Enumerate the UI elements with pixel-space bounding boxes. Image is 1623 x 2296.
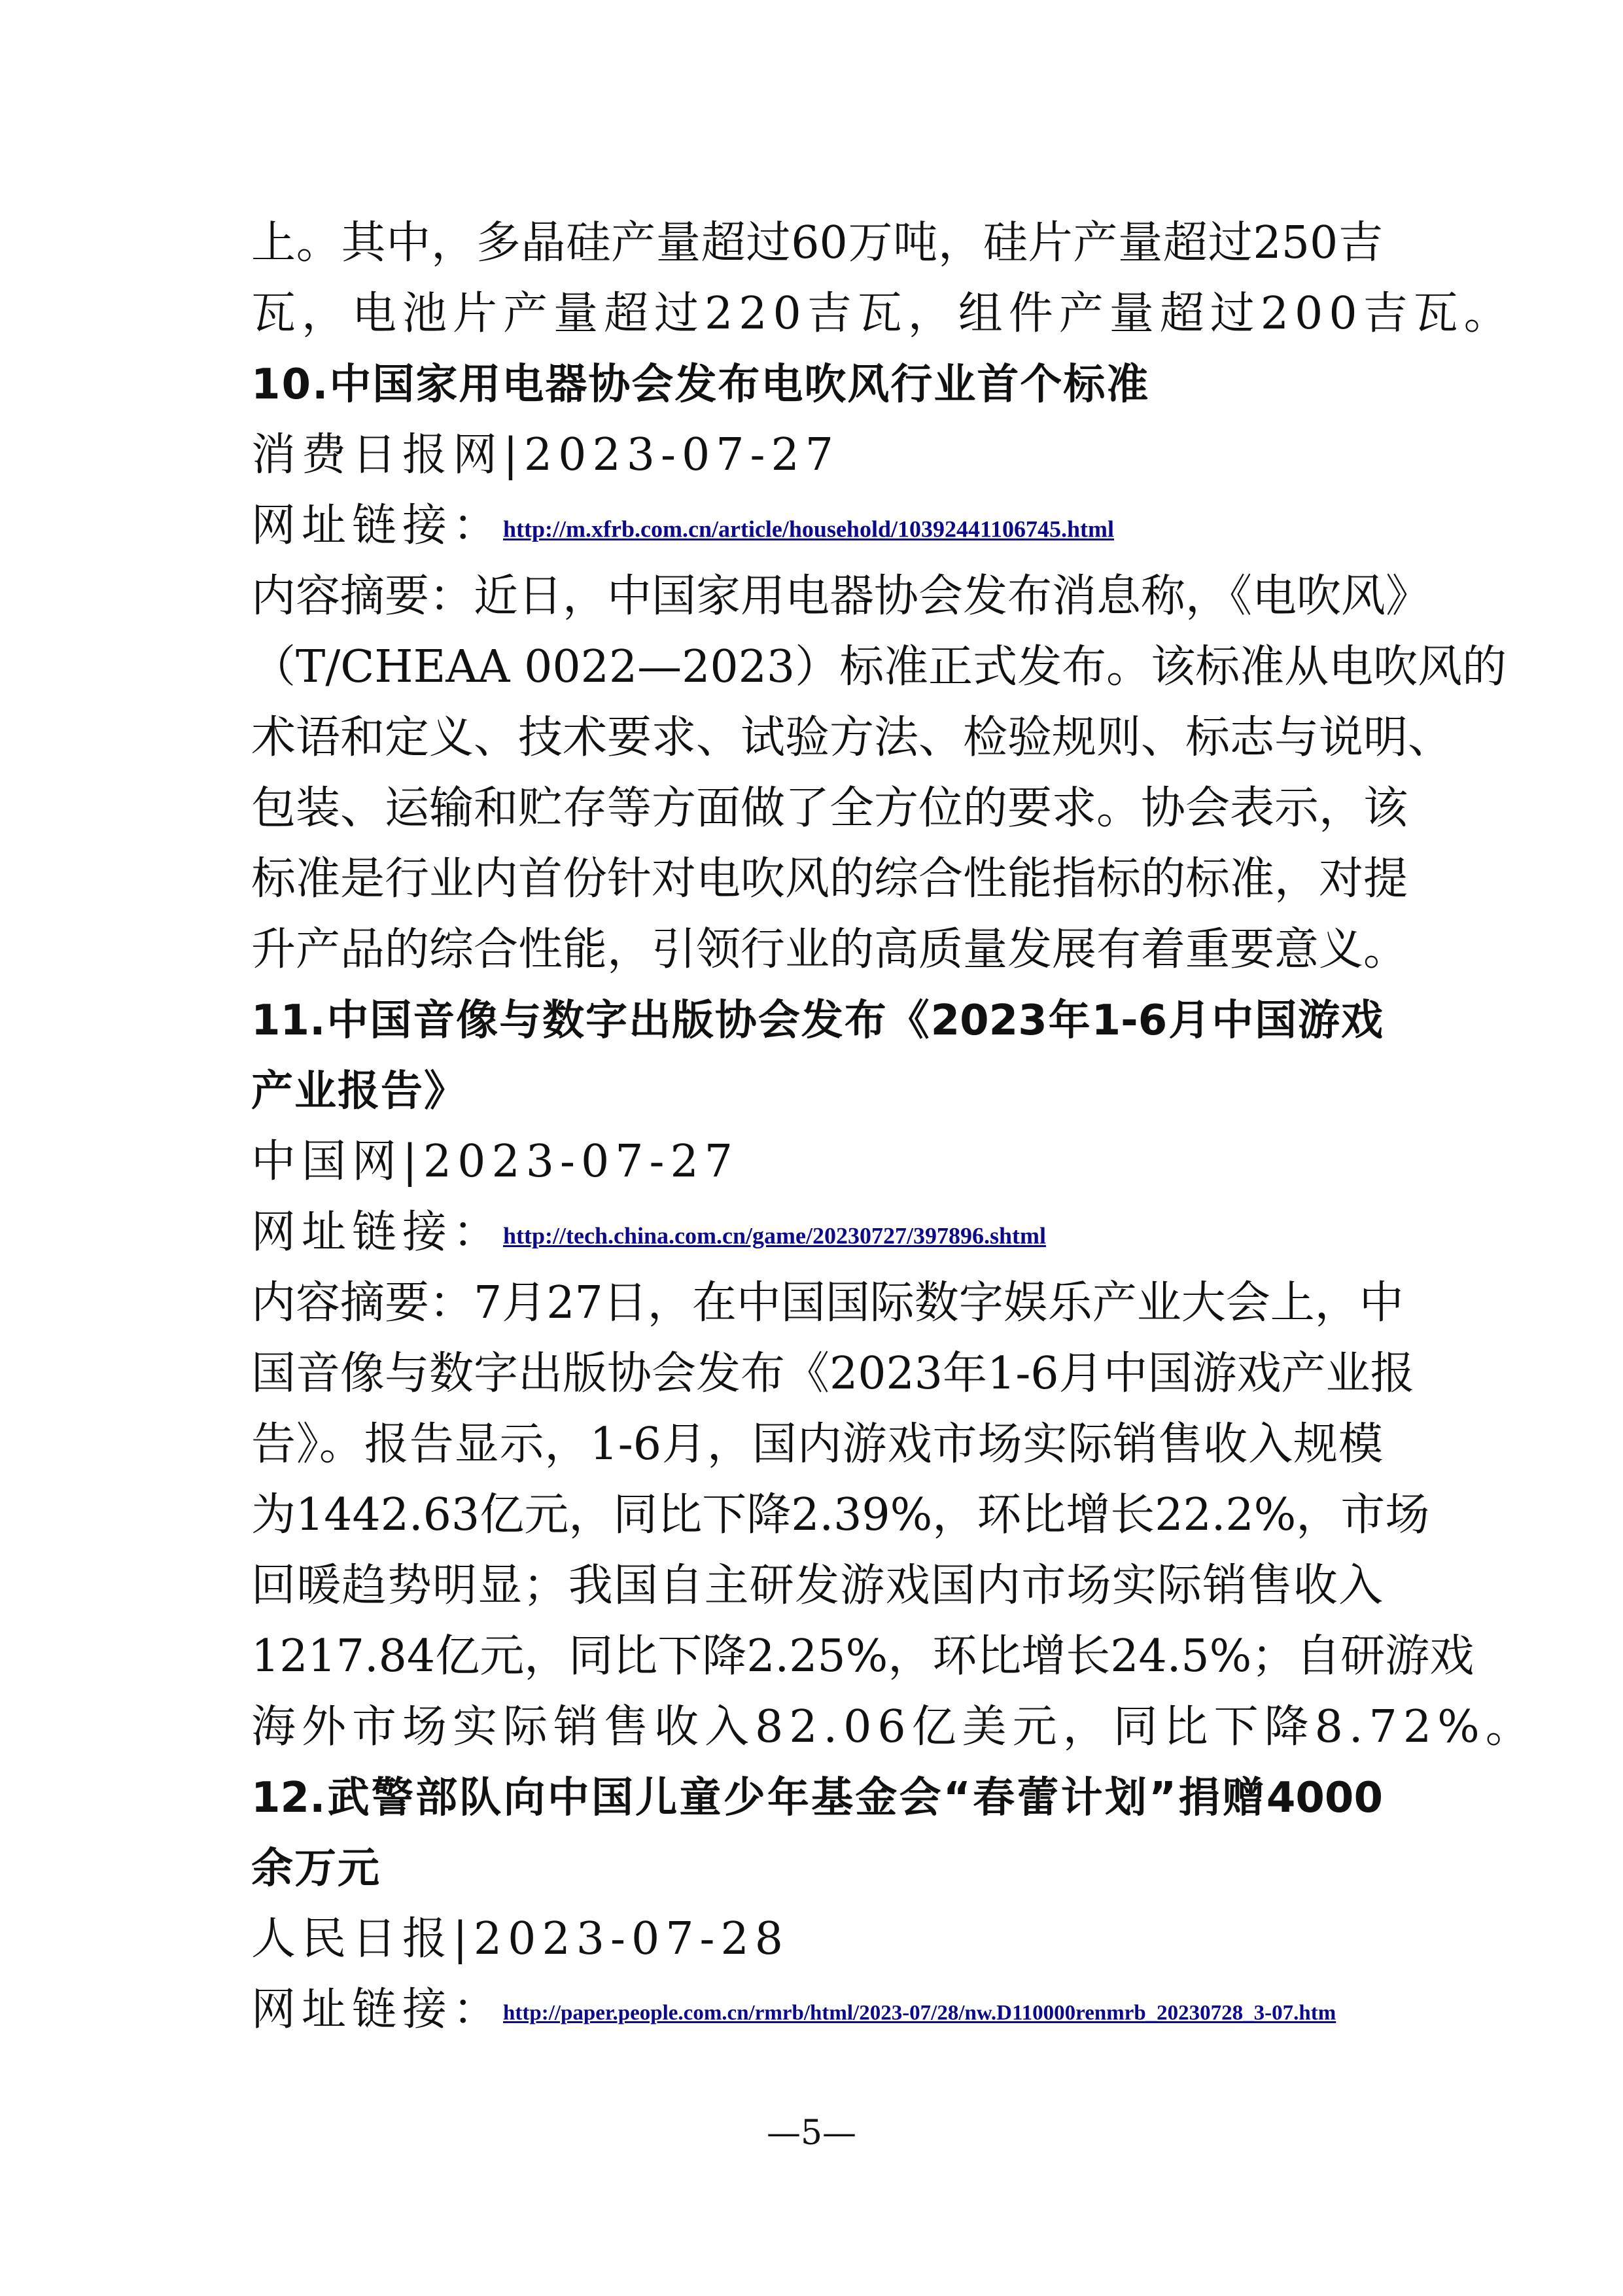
article-source: 人民日报|2023-07-28: [251, 1913, 789, 1965]
article-url-link[interactable]: http://paper.people.com.cn/rmrb/html/2023-07/28/nw.D110000renmrb_20230728_3-07.htm: [503, 2001, 1336, 2025]
url-label: 网址链接：: [251, 500, 504, 552]
article-url-link[interactable]: http://m.xfrb.com.cn/article/household/10392441106745.html: [503, 516, 1114, 542]
summary-line: 升产品的综合性能，引领行业的高质量发展有着重要意义。: [251, 924, 1408, 976]
summary-line: 术语和定义、技术要求、试验方法、检验规则、标志与说明、: [251, 712, 1453, 764]
summary-line: 1217.84亿元，同比下降2.25%，环比增长24.5%；自研游戏: [251, 1631, 1475, 1682]
page-number: —5—: [766, 2113, 857, 2153]
article-title: 12.武警部队向中国儿童少年基金会“春蕾计划”捐赠4000: [251, 1774, 1383, 1822]
summary-line: 标准是行业内首份针对电吹风的综合性能指标的标准，对提: [251, 853, 1408, 905]
document-page: [251, 208, 1536, 2045]
summary-line: 为1442.63亿元，同比下降2.39%，环比增长22.2%，市场: [251, 1489, 1430, 1541]
article-url-link[interactable]: http://tech.china.com.cn/game/20230727/397896.shtml: [503, 1222, 1046, 1249]
article-title: 产业报告》: [251, 1067, 467, 1116]
article-title: 10.中国家用电器协会发布电吹风行业首个标准: [251, 361, 1150, 409]
summary-line: 包装、运输和贮存等方面做了全方位的要求。协会表示，该: [251, 783, 1408, 834]
article-title: 11.中国音像与数字出版协会发布《2023年1-6月中国游戏: [251, 997, 1383, 1045]
article-url-row: [251, 491, 1383, 561]
url-label: 网址链接：: [251, 1984, 504, 2036]
summary-line: （T/CHEAA 0022—2023）标准正式发布。该标准从电吹风的: [251, 641, 1507, 693]
summary-line: 回暖趋势明显；我国自主研发游戏国内市场实际销售收入: [251, 1560, 1383, 1612]
summary-line: 国音像与数字出版协会发布《2023年1-6月中国游戏产业报: [251, 1348, 1415, 1400]
article-url-row: [251, 1975, 1383, 2045]
summary-line: 内容摘要：7月27日，在中国国际数字娱乐产业大会上，中: [251, 1277, 1404, 1329]
summary-line: 告》。报告显示，1-6月，国内游戏市场实际销售收入规模: [251, 1419, 1383, 1470]
article-url-row: [251, 1197, 1383, 1268]
article-source: 中国网|2023-07-27: [251, 1136, 739, 1188]
intro-line: 上。其中，多晶硅产量超过60万吨，硅片产量超过250吉: [251, 217, 1383, 269]
summary-line: 内容摘要：近日，中国家用电器协会发布消息称，《电吹风》: [251, 571, 1431, 622]
intro-line: 瓦，电池片产量超过220吉瓦，组件产量超过200吉瓦。: [251, 288, 1514, 340]
summary-line: 海外市场实际销售收入82.06亿美元，同比下降8.72%。: [251, 1701, 1536, 1753]
article-source: 消费日报网|2023-07-27: [251, 429, 839, 481]
article-title: 余万元: [251, 1845, 381, 1893]
url-label: 网址链接：: [251, 1207, 504, 1258]
